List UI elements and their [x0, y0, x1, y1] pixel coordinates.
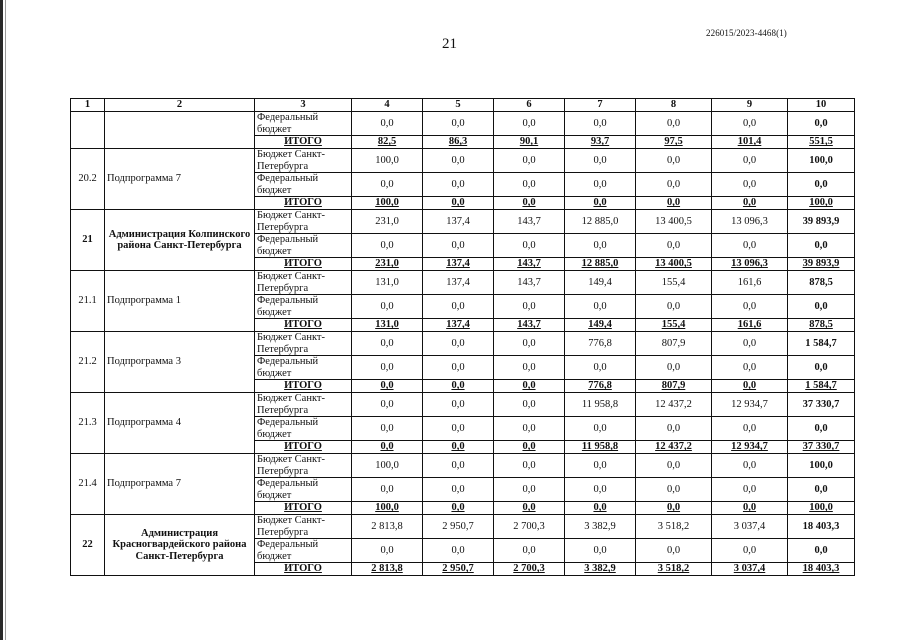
total-label: ИТОГО	[255, 258, 352, 271]
page-number: 21	[442, 36, 457, 52]
value-cell: 0,0	[494, 417, 565, 441]
funding-source: Бюджет Санкт-Петербурга	[255, 332, 352, 356]
row-number	[71, 112, 105, 149]
row-sum-cell: 0,0	[788, 295, 855, 319]
value-cell: 0,0	[494, 356, 565, 380]
funding-source: Бюджет Санкт-Петербурга	[255, 271, 352, 295]
value-cell: 137,4	[423, 258, 494, 271]
value-cell: 0,0	[565, 295, 636, 319]
row-number: 21.3	[71, 393, 105, 454]
value-cell: 0,0	[494, 295, 565, 319]
value-cell: 0,0	[636, 356, 712, 380]
value-cell: 0,0	[352, 380, 423, 393]
row-sum-cell: 1 584,7	[788, 380, 855, 393]
value-cell: 0,0	[352, 234, 423, 258]
table-row	[71, 112, 855, 136]
row-sum-cell: 551,5	[788, 136, 855, 149]
program-name: Подпрограмма 7	[105, 149, 255, 210]
value-cell: 0,0	[712, 295, 788, 319]
value-cell: 0,0	[494, 539, 565, 563]
value-cell: 100,0	[352, 149, 423, 173]
value-cell: 0,0	[423, 234, 494, 258]
value-cell: 12 934,7	[712, 441, 788, 454]
value-cell: 0,0	[565, 454, 636, 478]
program-name: Подпрограмма 4	[105, 393, 255, 454]
value-cell: 0,0	[636, 197, 712, 210]
table-row	[71, 393, 855, 417]
funding-source: Федеральный бюджет	[255, 356, 352, 380]
value-cell: 93,7	[565, 136, 636, 149]
value-cell: 0,0	[565, 173, 636, 197]
program-name: Подпрограмма 7	[105, 454, 255, 515]
value-cell: 0,0	[352, 173, 423, 197]
total-label: ИТОГО	[255, 563, 352, 576]
value-cell: 3 518,2	[636, 563, 712, 576]
value-cell: 143,7	[494, 258, 565, 271]
program-name: Подпрограмма 1	[105, 271, 255, 332]
value-cell: 0,0	[423, 417, 494, 441]
value-cell: 0,0	[494, 393, 565, 417]
value-cell: 0,0	[712, 149, 788, 173]
value-cell: 3 037,4	[712, 563, 788, 576]
value-cell: 807,9	[636, 332, 712, 356]
value-cell: 0,0	[636, 417, 712, 441]
value-cell: 0,0	[712, 332, 788, 356]
value-cell: 90,1	[494, 136, 565, 149]
program-name: Администрация Красногвардейского района Санкт-Петербурга	[105, 515, 255, 576]
budget-table	[70, 98, 855, 576]
col-header: 3	[255, 99, 352, 112]
value-cell: 0,0	[494, 197, 565, 210]
value-cell: 0,0	[565, 234, 636, 258]
value-cell: 0,0	[423, 441, 494, 454]
row-sum-cell: 39 893,9	[788, 258, 855, 271]
value-cell: 137,4	[423, 271, 494, 295]
value-cell: 0,0	[423, 356, 494, 380]
value-cell: 0,0	[423, 478, 494, 502]
value-cell: 0,0	[565, 502, 636, 515]
total-label: ИТОГО	[255, 502, 352, 515]
value-cell: 97,5	[636, 136, 712, 149]
value-cell: 0,0	[494, 441, 565, 454]
value-cell: 143,7	[494, 319, 565, 332]
row-number: 22	[71, 515, 105, 576]
total-label: ИТОГО	[255, 319, 352, 332]
value-cell: 0,0	[352, 393, 423, 417]
funding-source: Бюджет Санкт-Петербурга	[255, 454, 352, 478]
row-sum-cell: 0,0	[788, 234, 855, 258]
value-cell: 0,0	[712, 502, 788, 515]
value-cell: 0,0	[352, 441, 423, 454]
total-label: ИТОГО	[255, 136, 352, 149]
value-cell: 0,0	[494, 380, 565, 393]
value-cell: 0,0	[352, 356, 423, 380]
table-row	[71, 271, 855, 295]
row-sum-cell: 100,0	[788, 454, 855, 478]
value-cell: 0,0	[423, 380, 494, 393]
value-cell: 2 700,3	[494, 563, 565, 576]
row-number: 21	[71, 210, 105, 271]
value-cell: 11 958,8	[565, 393, 636, 417]
value-cell: 0,0	[494, 234, 565, 258]
value-cell: 0,0	[712, 112, 788, 136]
row-sum-cell: 39 893,9	[788, 210, 855, 234]
value-cell: 100,0	[352, 197, 423, 210]
value-cell: 0,0	[352, 478, 423, 502]
value-cell: 2 950,7	[423, 515, 494, 539]
col-header: 1	[71, 99, 105, 112]
row-sum-cell: 18 403,3	[788, 563, 855, 576]
value-cell: 2 950,7	[423, 563, 494, 576]
value-cell: 231,0	[352, 210, 423, 234]
row-sum-cell: 0,0	[788, 173, 855, 197]
value-cell: 3 382,9	[565, 515, 636, 539]
value-cell: 0,0	[565, 149, 636, 173]
value-cell: 0,0	[423, 197, 494, 210]
col-header: 7	[565, 99, 636, 112]
value-cell: 0,0	[494, 454, 565, 478]
row-number: 20.2	[71, 149, 105, 210]
value-cell: 11 958,8	[565, 441, 636, 454]
table-header-row	[71, 99, 855, 112]
table-row	[71, 149, 855, 173]
value-cell: 12 437,2	[636, 393, 712, 417]
value-cell: 2 813,8	[352, 515, 423, 539]
funding-source: Федеральный бюджет	[255, 234, 352, 258]
value-cell: 776,8	[565, 380, 636, 393]
funding-source: Федеральный бюджет	[255, 539, 352, 563]
table-body	[71, 99, 855, 576]
table-row	[71, 454, 855, 478]
value-cell: 0,0	[352, 417, 423, 441]
value-cell: 2 813,8	[352, 563, 423, 576]
value-cell: 0,0	[423, 295, 494, 319]
value-cell: 13 400,5	[636, 210, 712, 234]
table-row	[71, 210, 855, 234]
row-number: 21.2	[71, 332, 105, 393]
row-sum-cell: 100,0	[788, 197, 855, 210]
value-cell: 2 700,3	[494, 515, 565, 539]
value-cell: 161,6	[712, 271, 788, 295]
col-header: 6	[494, 99, 565, 112]
value-cell: 0,0	[636, 295, 712, 319]
col-header: 2	[105, 99, 255, 112]
col-header: 10	[788, 99, 855, 112]
row-sum-cell: 1 584,7	[788, 332, 855, 356]
value-cell: 0,0	[352, 112, 423, 136]
value-cell: 0,0	[712, 356, 788, 380]
value-cell: 0,0	[423, 149, 494, 173]
funding-source: Федеральный бюджет	[255, 112, 352, 136]
row-sum-cell: 37 330,7	[788, 441, 855, 454]
value-cell: 3 518,2	[636, 515, 712, 539]
table-row	[71, 332, 855, 356]
funding-source: Федеральный бюджет	[255, 295, 352, 319]
row-sum-cell: 878,5	[788, 271, 855, 295]
value-cell: 0,0	[636, 502, 712, 515]
value-cell: 0,0	[423, 454, 494, 478]
value-cell: 0,0	[636, 112, 712, 136]
row-number: 21.1	[71, 271, 105, 332]
program-name: Подпрограмма 3	[105, 332, 255, 393]
col-header: 8	[636, 99, 712, 112]
value-cell: 12 885,0	[565, 258, 636, 271]
funding-source: Бюджет Санкт-Петербурга	[255, 515, 352, 539]
value-cell: 0,0	[712, 173, 788, 197]
total-label: ИТОГО	[255, 197, 352, 210]
col-header: 5	[423, 99, 494, 112]
value-cell: 100,0	[352, 454, 423, 478]
value-cell: 12 885,0	[565, 210, 636, 234]
value-cell: 12 437,2	[636, 441, 712, 454]
value-cell: 0,0	[712, 478, 788, 502]
value-cell: 143,7	[494, 271, 565, 295]
value-cell: 0,0	[636, 539, 712, 563]
value-cell: 137,4	[423, 210, 494, 234]
value-cell: 0,0	[565, 539, 636, 563]
value-cell: 0,0	[636, 454, 712, 478]
value-cell: 0,0	[712, 454, 788, 478]
value-cell: 0,0	[494, 173, 565, 197]
row-sum-cell: 18 403,3	[788, 515, 855, 539]
value-cell: 100,0	[352, 502, 423, 515]
value-cell: 143,7	[494, 210, 565, 234]
value-cell: 155,4	[636, 271, 712, 295]
value-cell: 3 037,4	[712, 515, 788, 539]
value-cell: 0,0	[636, 478, 712, 502]
row-sum-cell: 100,0	[788, 502, 855, 515]
program-name: Администрация Колпинского района Санкт-Петербурга	[105, 210, 255, 271]
value-cell: 0,0	[565, 356, 636, 380]
funding-source: Федеральный бюджет	[255, 417, 352, 441]
value-cell: 0,0	[712, 417, 788, 441]
value-cell: 0,0	[423, 173, 494, 197]
value-cell: 0,0	[423, 332, 494, 356]
value-cell: 0,0	[712, 380, 788, 393]
value-cell: 0,0	[494, 112, 565, 136]
page-edge-bar	[0, 0, 3, 640]
value-cell: 131,0	[352, 319, 423, 332]
value-cell: 0,0	[494, 149, 565, 173]
total-label: ИТОГО	[255, 380, 352, 393]
value-cell: 0,0	[636, 173, 712, 197]
value-cell: 0,0	[423, 539, 494, 563]
value-cell: 0,0	[712, 234, 788, 258]
value-cell: 0,0	[352, 539, 423, 563]
value-cell: 12 934,7	[712, 393, 788, 417]
value-cell: 82,5	[352, 136, 423, 149]
value-cell: 0,0	[352, 295, 423, 319]
funding-source: Бюджет Санкт-Петербурга	[255, 149, 352, 173]
row-sum-cell: 37 330,7	[788, 393, 855, 417]
value-cell: 149,4	[565, 271, 636, 295]
funding-source: Федеральный бюджет	[255, 478, 352, 502]
value-cell: 231,0	[352, 258, 423, 271]
value-cell: 0,0	[565, 197, 636, 210]
value-cell: 3 382,9	[565, 563, 636, 576]
value-cell: 0,0	[712, 539, 788, 563]
value-cell: 0,0	[423, 393, 494, 417]
value-cell: 0,0	[636, 149, 712, 173]
row-sum-cell: 0,0	[788, 356, 855, 380]
col-header: 4	[352, 99, 423, 112]
funding-source: Бюджет Санкт-Петербурга	[255, 393, 352, 417]
value-cell: 149,4	[565, 319, 636, 332]
value-cell: 0,0	[494, 332, 565, 356]
value-cell: 155,4	[636, 319, 712, 332]
value-cell: 776,8	[565, 332, 636, 356]
table-row	[71, 515, 855, 539]
program-name	[105, 112, 255, 149]
page-edge-line	[5, 0, 6, 640]
row-sum-cell: 878,5	[788, 319, 855, 332]
value-cell: 0,0	[565, 417, 636, 441]
value-cell: 13 400,5	[636, 258, 712, 271]
row-sum-cell: 0,0	[788, 478, 855, 502]
total-label: ИТОГО	[255, 441, 352, 454]
value-cell: 13 096,3	[712, 210, 788, 234]
value-cell: 13 096,3	[712, 258, 788, 271]
value-cell: 137,4	[423, 319, 494, 332]
row-sum-cell: 0,0	[788, 417, 855, 441]
funding-source: Федеральный бюджет	[255, 173, 352, 197]
row-sum-cell: 0,0	[788, 539, 855, 563]
value-cell: 807,9	[636, 380, 712, 393]
row-sum-cell: 100,0	[788, 149, 855, 173]
value-cell: 161,6	[712, 319, 788, 332]
row-number: 21.4	[71, 454, 105, 515]
funding-source: Бюджет Санкт-Петербурга	[255, 210, 352, 234]
value-cell: 0,0	[494, 478, 565, 502]
value-cell: 0,0	[423, 502, 494, 515]
value-cell: 131,0	[352, 271, 423, 295]
document-code: 226015/2023-4468(1)	[706, 28, 787, 38]
value-cell: 0,0	[712, 197, 788, 210]
col-header: 9	[712, 99, 788, 112]
value-cell: 0,0	[565, 112, 636, 136]
value-cell: 0,0	[423, 112, 494, 136]
value-cell: 86,3	[423, 136, 494, 149]
value-cell: 0,0	[565, 478, 636, 502]
value-cell: 101,4	[712, 136, 788, 149]
row-sum-cell: 0,0	[788, 112, 855, 136]
value-cell: 0,0	[636, 234, 712, 258]
value-cell: 0,0	[352, 332, 423, 356]
value-cell: 0,0	[494, 502, 565, 515]
